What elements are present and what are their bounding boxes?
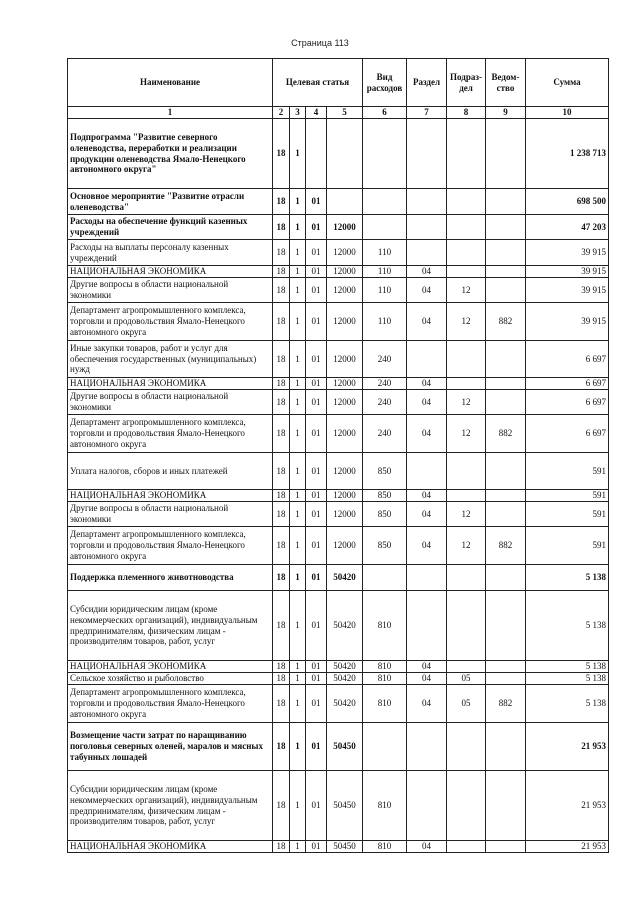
subsection-cell: 05 [447,673,486,685]
subsection-cell [447,723,486,771]
department-cell [486,390,526,415]
section-cell [407,591,447,661]
column-number: 4 [306,107,327,119]
target-code-1: 18 [273,841,290,853]
amount-cell: 21 953 [526,771,609,841]
target-code-4: 12000 [327,215,363,240]
target-code-4: 12000 [327,278,363,303]
target-code-4: 12000 [327,266,363,278]
department-cell [486,453,526,490]
table-row [68,189,609,215]
department-cell [486,240,526,266]
target-code-2: 1 [290,415,306,453]
amount-cell: 21 953 [526,841,609,853]
target-code-4: 12000 [327,415,363,453]
target-code-4: 12000 [327,453,363,490]
row-name: НАЦИОНАЛЬНАЯ ЭКОНОМИКА [68,661,273,673]
target-code-1: 18 [273,119,290,189]
target-code-4: 12000 [327,527,363,565]
table-row [68,119,609,189]
target-code-3 [306,119,327,189]
target-code-3: 01 [306,685,327,723]
header-target: Целевая статья [273,59,363,107]
target-code-4: 12000 [327,390,363,415]
table-row [68,240,609,266]
target-code-2: 1 [290,771,306,841]
row-name: Департамент агропромышленного комплекса, торговли и продовольствия Ямало-Ненецкого автономного округа [68,527,273,565]
section-cell: 04 [407,390,447,415]
department-cell [486,189,526,215]
target-code-1: 18 [273,453,290,490]
expense-type-cell: 850 [363,527,407,565]
target-code-3: 01 [306,502,327,527]
table-row [68,490,609,502]
section-cell: 04 [407,490,447,502]
target-code-4: 50450 [327,723,363,771]
column-number: 1 [68,107,273,119]
column-number: 7 [407,107,447,119]
amount-cell: 698 500 [526,189,609,215]
subsection-cell: 12 [447,390,486,415]
column-number: 10 [526,107,609,119]
header-podrazdel: Подраз-дел [447,59,486,107]
subsection-cell: 12 [447,527,486,565]
amount-cell: 591 [526,502,609,527]
department-cell [486,591,526,661]
subsection-cell [447,341,486,378]
expense-type-cell: 110 [363,303,407,341]
target-code-3: 01 [306,266,327,278]
subsection-cell [447,189,486,215]
target-code-2: 1 [290,240,306,266]
column-number: 8 [447,107,486,119]
target-code-3: 01 [306,723,327,771]
amount-cell: 39 915 [526,240,609,266]
subsection-cell [447,841,486,853]
header-vedomstvo: Ведом-ство [486,59,526,107]
subsection-cell [447,266,486,278]
target-code-4: 12000 [327,378,363,390]
table-row [68,378,609,390]
section-cell [407,771,447,841]
expense-type-cell: 240 [363,390,407,415]
section-cell: 04 [407,527,447,565]
department-cell: 882 [486,415,526,453]
section-cell [407,723,447,771]
row-name: Департамент агропромышленного комплекса, торговли и продовольствия Ямало-Ненецкого автономного округа [68,303,273,341]
amount-cell: 39 915 [526,266,609,278]
expense-type-cell: 810 [363,771,407,841]
target-code-2: 1 [290,673,306,685]
table-row [68,723,609,771]
section-cell: 04 [407,415,447,453]
target-code-3: 01 [306,415,327,453]
expense-type-cell: 240 [363,378,407,390]
row-name: Иные закупки товаров, работ и услуг для обеспечения государственных (муниципальных) нужд [68,341,273,378]
expense-type-cell: 110 [363,240,407,266]
target-code-2: 1 [290,189,306,215]
section-cell [407,565,447,591]
target-code-2: 1 [290,390,306,415]
target-code-2: 1 [290,841,306,853]
department-cell [486,771,526,841]
table-row [68,661,609,673]
expense-type-cell: 850 [363,453,407,490]
subsection-cell [447,771,486,841]
target-code-2: 1 [290,502,306,527]
expense-type-cell: 810 [363,685,407,723]
table-row [68,278,609,303]
row-name: НАЦИОНАЛЬНАЯ ЭКОНОМИКА [68,490,273,502]
table-row [68,565,609,591]
target-code-2: 1 [290,341,306,378]
row-name: Расходы на обеспечение функций казенных учреждений [68,215,273,240]
target-code-3: 01 [306,527,327,565]
amount-cell: 5 138 [526,591,609,661]
column-number-row [68,107,609,119]
amount-cell: 21 953 [526,723,609,771]
expense-type-cell [363,723,407,771]
department-cell [486,673,526,685]
section-cell: 04 [407,278,447,303]
target-code-1: 18 [273,673,290,685]
row-name: Подпрограмма "Развитие северного оленеводства, переработки и реализации продукции оленеводства Ямало-Ненецкого автономного округа" [68,119,273,189]
subsection-cell [447,119,486,189]
row-name: Поддержка племенного животноводства [68,565,273,591]
target-code-4: 50450 [327,771,363,841]
target-code-2: 1 [290,119,306,189]
row-name: Основное мероприятие "Развитие отрасли оленеводства" [68,189,273,215]
row-name: Субсидии юридическим лицам (кроме некоммерческих организаций), индивидуальным предпринимателям, физическим лицам - производителям товаров, работ, услуг [68,771,273,841]
target-code-3: 01 [306,591,327,661]
amount-cell: 5 138 [526,565,609,591]
amount-cell: 6 697 [526,378,609,390]
section-cell: 04 [407,378,447,390]
target-code-1: 18 [273,341,290,378]
target-code-4: 12000 [327,240,363,266]
amount-cell: 591 [526,527,609,565]
target-code-1: 18 [273,390,290,415]
subsection-cell [447,565,486,591]
target-code-2: 1 [290,215,306,240]
target-code-2: 1 [290,453,306,490]
department-cell [486,661,526,673]
section-cell [407,215,447,240]
target-code-4: 50420 [327,661,363,673]
row-name: НАЦИОНАЛЬНАЯ ЭКОНОМИКА [68,378,273,390]
target-code-2: 1 [290,527,306,565]
amount-cell: 6 697 [526,415,609,453]
table-row [68,527,609,565]
amount-cell: 1 238 713 [526,119,609,189]
amount-cell: 5 138 [526,673,609,685]
table-row [68,591,609,661]
department-cell [486,278,526,303]
amount-cell: 591 [526,490,609,502]
target-code-2: 1 [290,303,306,341]
table-row [68,841,609,853]
target-code-3: 01 [306,673,327,685]
subsection-cell [447,661,486,673]
amount-cell: 47 203 [526,215,609,240]
target-code-4: 12000 [327,341,363,378]
table-header-row [68,59,609,107]
expense-type-cell [363,119,407,189]
expense-type-cell [363,215,407,240]
header-name: Наименование [68,59,273,107]
target-code-2: 1 [290,591,306,661]
subsection-cell [447,378,486,390]
table-row [68,215,609,240]
target-code-1: 18 [273,565,290,591]
expense-type-cell: 810 [363,591,407,661]
department-cell [486,341,526,378]
department-cell [486,723,526,771]
section-cell: 04 [407,661,447,673]
target-code-3: 01 [306,390,327,415]
table-row [68,415,609,453]
target-code-4: 12000 [327,490,363,502]
target-code-4: 12000 [327,502,363,527]
target-code-2: 1 [290,490,306,502]
section-cell [407,453,447,490]
target-code-2: 1 [290,378,306,390]
expense-type-cell: 850 [363,502,407,527]
target-code-3: 01 [306,771,327,841]
subsection-cell [447,453,486,490]
expense-type-cell [363,565,407,591]
row-name: Департамент агропромышленного комплекса, торговли и продовольствия Ямало-Ненецкого автономного округа [68,415,273,453]
section-cell: 04 [407,303,447,341]
subsection-cell: 05 [447,685,486,723]
table-row [68,453,609,490]
table-row [68,502,609,527]
budget-table [67,58,609,853]
target-code-4: 50420 [327,591,363,661]
table-row [68,266,609,278]
amount-cell: 6 697 [526,390,609,415]
section-cell [407,341,447,378]
target-code-4: 50420 [327,673,363,685]
subsection-cell [447,240,486,266]
row-name: Сельское хозяйство и рыболовство [68,673,273,685]
target-code-2: 1 [290,278,306,303]
subsection-cell: 12 [447,303,486,341]
column-number: 6 [363,107,407,119]
expense-type-cell: 240 [363,415,407,453]
page-number-label: Страница 113 [291,38,349,48]
target-code-1: 18 [273,490,290,502]
target-code-3: 01 [306,490,327,502]
table-row [68,341,609,378]
target-code-1: 18 [273,661,290,673]
row-name: Возмещение части затрат по наращиванию поголовья северных оленей, маралов и мясных табунных лошадей [68,723,273,771]
target-code-1: 18 [273,502,290,527]
target-code-1: 18 [273,685,290,723]
expense-type-cell: 810 [363,673,407,685]
table-row [68,673,609,685]
target-code-4: 50420 [327,565,363,591]
header-razdel: Раздел [407,59,447,107]
amount-cell: 39 915 [526,278,609,303]
department-cell [486,490,526,502]
row-name: Субсидии юридическим лицам (кроме некоммерческих организаций), индивидуальным предпринимателям, физическим лицам - производителям товаров, работ, услуг [68,591,273,661]
target-code-3: 01 [306,565,327,591]
row-name: Расходы на выплаты персоналу казенных учреждений [68,240,273,266]
row-name: Другие вопросы в области национальной экономики [68,278,273,303]
department-cell [486,565,526,591]
target-code-2: 1 [290,685,306,723]
target-code-1: 18 [273,378,290,390]
expense-type-cell: 810 [363,841,407,853]
department-cell [486,215,526,240]
target-code-3: 01 [306,661,327,673]
target-code-2: 1 [290,723,306,771]
expense-type-cell: 110 [363,278,407,303]
target-code-1: 18 [273,215,290,240]
target-code-4: 12000 [327,303,363,341]
target-code-1: 18 [273,771,290,841]
target-code-4: 50450 [327,841,363,853]
subsection-cell: 12 [447,502,486,527]
subsection-cell: 12 [447,278,486,303]
target-code-2: 1 [290,565,306,591]
amount-cell: 5 138 [526,661,609,673]
expense-type-cell: 240 [363,341,407,378]
header-summa: Сумма [526,59,609,107]
department-cell [486,841,526,853]
department-cell: 882 [486,303,526,341]
target-code-1: 18 [273,723,290,771]
target-code-3: 01 [306,841,327,853]
target-code-3: 01 [306,215,327,240]
target-code-3: 01 [306,278,327,303]
header-vid: Вид расходов [363,59,407,107]
target-code-1: 18 [273,303,290,341]
subsection-cell [447,215,486,240]
department-cell [486,378,526,390]
target-code-3: 01 [306,303,327,341]
expense-type-cell [363,189,407,215]
row-name: НАЦИОНАЛЬНАЯ ЭКОНОМИКА [68,266,273,278]
target-code-3: 01 [306,378,327,390]
department-cell [486,266,526,278]
department-cell [486,119,526,189]
row-name: Уплата налогов, сборов и иных платежей [68,453,273,490]
department-cell: 882 [486,685,526,723]
target-code-1: 18 [273,189,290,215]
table-row [68,303,609,341]
table-row [68,685,609,723]
target-code-1: 18 [273,266,290,278]
section-cell [407,119,447,189]
amount-cell: 591 [526,453,609,490]
section-cell: 04 [407,502,447,527]
target-code-3: 01 [306,341,327,378]
target-code-3: 01 [306,453,327,490]
amount-cell: 39 915 [526,303,609,341]
row-name: Департамент агропромышленного комплекса, торговли и продовольствия Ямало-Ненецкого автономного округа [68,685,273,723]
section-cell [407,189,447,215]
column-number: 3 [290,107,306,119]
subsection-cell: 12 [447,415,486,453]
section-cell: 04 [407,685,447,723]
department-cell: 882 [486,527,526,565]
target-code-1: 18 [273,278,290,303]
target-code-1: 18 [273,527,290,565]
column-number: 9 [486,107,526,119]
section-cell: 04 [407,841,447,853]
target-code-4 [327,189,363,215]
section-cell: 04 [407,266,447,278]
row-name: Другие вопросы в области национальной экономики [68,502,273,527]
expense-type-cell: 850 [363,490,407,502]
amount-cell: 5 138 [526,685,609,723]
target-code-1: 18 [273,591,290,661]
subsection-cell [447,490,486,502]
target-code-4: 50420 [327,685,363,723]
department-cell [486,502,526,527]
column-number: 2 [273,107,290,119]
expense-type-cell: 110 [363,266,407,278]
subsection-cell [447,591,486,661]
section-cell: 04 [407,673,447,685]
table-row [68,390,609,415]
section-cell [407,240,447,266]
table-row [68,771,609,841]
target-code-1: 18 [273,415,290,453]
target-code-4 [327,119,363,189]
target-code-3: 01 [306,189,327,215]
target-code-2: 1 [290,266,306,278]
row-name: Другие вопросы в области национальной экономики [68,390,273,415]
row-name: НАЦИОНАЛЬНАЯ ЭКОНОМИКА [68,841,273,853]
column-number: 5 [327,107,363,119]
amount-cell: 6 697 [526,341,609,378]
target-code-3: 01 [306,240,327,266]
target-code-2: 1 [290,661,306,673]
expense-type-cell: 810 [363,661,407,673]
target-code-1: 18 [273,240,290,266]
